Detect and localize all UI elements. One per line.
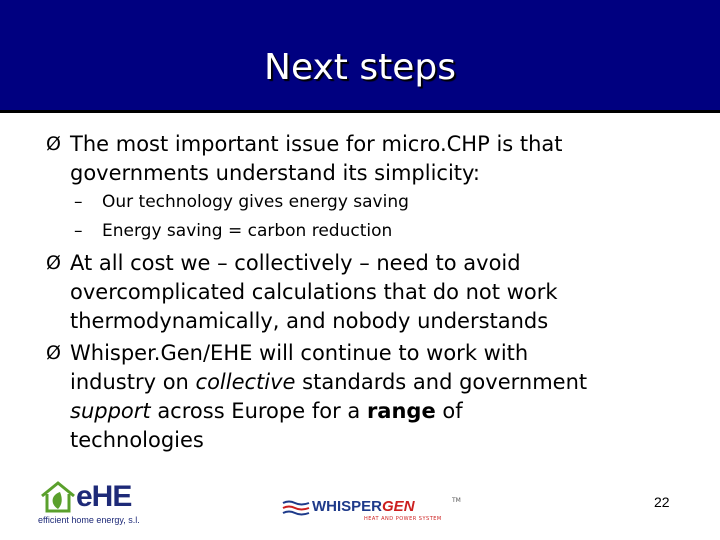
whispergen-logo (282, 495, 462, 525)
dash-bullet-icon: – (74, 192, 83, 212)
dash-bullet-icon: – (74, 221, 83, 241)
bullet-3 (46, 339, 706, 455)
sub-bullet-2-text: Energy saving = carbon reduction (102, 221, 393, 241)
whispergen-wordmark (312, 498, 415, 515)
ehe-logo (38, 480, 178, 530)
slide-body (46, 130, 706, 455)
bullet-1-line-1: The most important issue for micro.CHP is that (70, 132, 563, 156)
arrow-bullet-icon: Ø (46, 342, 61, 364)
arrow-bullet-icon: Ø (46, 133, 61, 155)
house-leaf-icon (38, 480, 78, 514)
slide-title: Next steps (264, 47, 456, 88)
page-number: 22 (654, 494, 670, 510)
title-bar (0, 0, 720, 113)
emphasis-support: support (70, 399, 151, 423)
wordmark-gen: GEN (382, 498, 415, 515)
bullet-3-line-3 (70, 397, 706, 426)
bullet-3-line-1: Whisper.Gen/EHE will continue to work with (70, 341, 529, 365)
sub-bullet-2 (46, 217, 706, 246)
bullet-1-line-2: governments understand its simplicity: (70, 161, 481, 185)
arrow-bullet-icon: Ø (46, 252, 61, 274)
emphasis-collective: collective (195, 370, 296, 394)
wave-lines-icon (282, 500, 310, 516)
bullet-3-line-4: technologies (70, 428, 204, 452)
text-run: standards and government (295, 370, 588, 394)
strong-range: range (366, 399, 436, 423)
bullet-2-line-1: At all cost we – collectively – need to avoid (70, 251, 521, 275)
trademark-mark: TM (452, 497, 461, 504)
bullet-3-line-2 (70, 368, 706, 397)
text-run: of (435, 399, 463, 423)
ehe-tagline: efficient home energy, s.l. (38, 515, 140, 525)
bullet-2 (46, 249, 706, 336)
bullet-2-line-3: thermodynamically, and nobody understands (70, 309, 549, 333)
sub-bullet-1 (46, 188, 706, 217)
text-run: across Europe for a (150, 399, 367, 423)
wordmark-whisper: WHISPER (312, 498, 383, 515)
bullet-2-line-2: overcomplicated calculations that do not work (70, 280, 558, 304)
sub-bullet-1-text: Our technology gives energy saving (102, 192, 409, 212)
bullet-1 (46, 130, 706, 188)
whispergen-tagline: HEAT AND POWER SYSTEM (364, 516, 442, 522)
text-run: industry on (70, 370, 196, 394)
ehe-wordmark: eHE (76, 480, 132, 513)
